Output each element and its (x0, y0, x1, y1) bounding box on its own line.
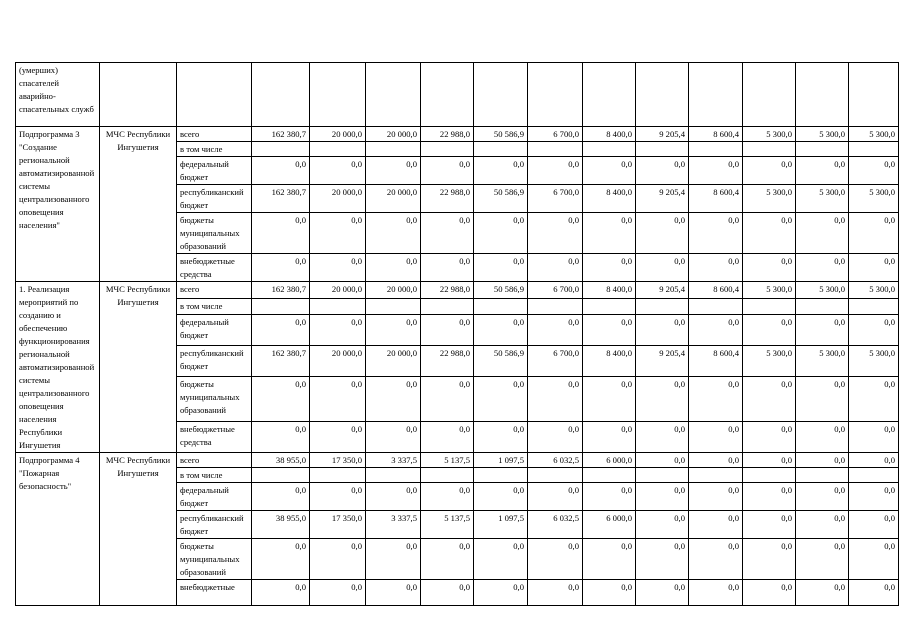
amount-cell: 8 400,0 (583, 345, 636, 376)
amount-cell: 0,0 (849, 315, 899, 346)
amount-cell (421, 142, 474, 157)
amount-cell: 0,0 (474, 315, 528, 346)
amount-cell (252, 468, 310, 483)
amount-cell: 20 000,0 (310, 185, 366, 213)
empty-cell (177, 63, 252, 127)
amount-cell (743, 298, 796, 315)
amount-cell: 20 000,0 (310, 127, 366, 142)
amount-cell: 50 586,9 (474, 127, 528, 142)
amount-cell: 0,0 (796, 539, 849, 580)
amount-cell: 0,0 (849, 483, 899, 511)
amount-cell: 3 337,5 (366, 453, 421, 468)
amount-cell (636, 298, 689, 315)
amount-cell: 0,0 (421, 315, 474, 346)
amount-cell (310, 298, 366, 315)
amount-cell: 0,0 (796, 376, 849, 421)
amount-cell: 50 586,9 (474, 185, 528, 213)
funding-source-cell: в том числе (177, 468, 252, 483)
amount-cell: 0,0 (796, 213, 849, 254)
amount-cell: 0,0 (689, 539, 743, 580)
amount-cell: 0,0 (743, 376, 796, 421)
executor-cell: МЧС Республики Ингушетия (100, 453, 177, 606)
amount-cell: 0,0 (636, 254, 689, 282)
amount-cell: 162 380,7 (252, 127, 310, 142)
amount-cell: 0,0 (252, 254, 310, 282)
amount-cell (743, 468, 796, 483)
amount-cell: 0,0 (310, 213, 366, 254)
amount-cell: 0,0 (366, 483, 421, 511)
amount-cell: 5 300,0 (796, 185, 849, 213)
funding-source-cell: всего (177, 282, 252, 299)
amount-cell: 0,0 (636, 315, 689, 346)
funding-source-cell: всего (177, 127, 252, 142)
amount-cell: 0,0 (689, 580, 743, 606)
amount-cell (796, 468, 849, 483)
funding-source-cell: всего (177, 453, 252, 468)
amount-cell (689, 468, 743, 483)
amount-cell: 22 988,0 (421, 282, 474, 299)
amount-cell: 6 700,0 (528, 185, 583, 213)
amount-cell (474, 468, 528, 483)
amount-cell: 0,0 (252, 376, 310, 421)
amount-cell: 0,0 (421, 483, 474, 511)
amount-cell: 0,0 (583, 422, 636, 453)
empty-cell (100, 63, 177, 127)
continued-name-cell: (умерших) спасателей аварийно-спасательных служб (16, 63, 100, 127)
amount-cell: 0,0 (310, 315, 366, 346)
funding-source-cell: республиканский бюджет (177, 185, 252, 213)
amount-cell: 20 000,0 (366, 345, 421, 376)
amount-cell: 0,0 (743, 539, 796, 580)
amount-cell: 22 988,0 (421, 345, 474, 376)
amount-cell (636, 142, 689, 157)
amount-cell (583, 298, 636, 315)
amount-cell: 162 380,7 (252, 345, 310, 376)
amount-cell: 0,0 (252, 539, 310, 580)
amount-cell: 0,0 (528, 376, 583, 421)
amount-cell (689, 142, 743, 157)
amount-cell: 0,0 (528, 157, 583, 185)
amount-cell: 0,0 (421, 157, 474, 185)
amount-cell: 0,0 (528, 254, 583, 282)
amount-cell: 20 000,0 (310, 282, 366, 299)
amount-cell: 17 350,0 (310, 511, 366, 539)
amount-cell: 0,0 (310, 254, 366, 282)
amount-cell: 9 205,4 (636, 345, 689, 376)
funding-source-cell: федеральный бюджет (177, 483, 252, 511)
amount-cell (849, 468, 899, 483)
amount-cell: 0,0 (474, 422, 528, 453)
amount-cell: 0,0 (743, 157, 796, 185)
amount-cell: 0,0 (689, 213, 743, 254)
table-row (16, 127, 899, 142)
empty-cell (366, 63, 421, 127)
program-name-cell: 1. Реализация мероприятий по созданию и обеспечению функционирования региональной автоматизированной системы централизованного оповещения населения Республики Ингушетия (16, 282, 100, 453)
amount-cell: 5 300,0 (743, 127, 796, 142)
amount-cell: 0,0 (796, 254, 849, 282)
empty-cell (474, 63, 528, 127)
amount-cell: 0,0 (849, 422, 899, 453)
amount-cell: 0,0 (474, 483, 528, 511)
amount-cell: 0,0 (421, 376, 474, 421)
amount-cell: 0,0 (689, 157, 743, 185)
amount-cell: 5 300,0 (849, 282, 899, 299)
funding-source-cell: в том числе (177, 298, 252, 315)
amount-cell: 17 350,0 (310, 453, 366, 468)
funding-source-cell: республиканский бюджет (177, 345, 252, 376)
amount-cell (849, 298, 899, 315)
amount-cell: 0,0 (366, 157, 421, 185)
empty-cell (636, 63, 689, 127)
amount-cell: 0,0 (528, 580, 583, 606)
amount-cell: 6 032,5 (528, 453, 583, 468)
amount-cell: 20 000,0 (366, 282, 421, 299)
amount-cell: 9 205,4 (636, 282, 689, 299)
amount-cell: 0,0 (310, 580, 366, 606)
amount-cell: 0,0 (421, 539, 474, 580)
funding-source-cell: республиканский бюджет (177, 511, 252, 539)
amount-cell: 0,0 (796, 580, 849, 606)
amount-cell (583, 142, 636, 157)
amount-cell (252, 298, 310, 315)
amount-cell: 0,0 (528, 315, 583, 346)
amount-cell: 0,0 (252, 580, 310, 606)
amount-cell: 5 137,5 (421, 511, 474, 539)
amount-cell: 0,0 (366, 254, 421, 282)
amount-cell: 20 000,0 (310, 345, 366, 376)
program-name-cell: Подпрограмма 4 "Пожарная безопасность" (16, 453, 100, 606)
amount-cell: 0,0 (583, 213, 636, 254)
amount-cell (310, 142, 366, 157)
amount-cell: 0,0 (310, 539, 366, 580)
amount-cell: 0,0 (310, 483, 366, 511)
amount-cell: 9 205,4 (636, 185, 689, 213)
amount-cell: 0,0 (252, 422, 310, 453)
amount-cell: 38 955,0 (252, 453, 310, 468)
amount-cell: 0,0 (849, 539, 899, 580)
amount-cell: 5 300,0 (743, 282, 796, 299)
amount-cell: 162 380,7 (252, 282, 310, 299)
empty-cell (310, 63, 366, 127)
amount-cell: 5 300,0 (849, 345, 899, 376)
amount-cell (421, 298, 474, 315)
empty-cell (689, 63, 743, 127)
amount-cell: 0,0 (636, 453, 689, 468)
amount-cell: 1 097,5 (474, 511, 528, 539)
amount-cell: 0,0 (849, 453, 899, 468)
amount-cell: 5 300,0 (849, 127, 899, 142)
amount-cell: 6 700,0 (528, 127, 583, 142)
amount-cell: 0,0 (583, 315, 636, 346)
amount-cell (366, 142, 421, 157)
empty-cell (528, 63, 583, 127)
empty-cell (849, 63, 899, 127)
amount-cell (636, 468, 689, 483)
amount-cell: 0,0 (636, 376, 689, 421)
amount-cell (528, 468, 583, 483)
amount-cell: 6 700,0 (528, 282, 583, 299)
funding-source-cell: бюджеты муниципальных образований (177, 213, 252, 254)
amount-cell: 0,0 (583, 539, 636, 580)
amount-cell: 0,0 (310, 422, 366, 453)
empty-cell (421, 63, 474, 127)
amount-cell: 0,0 (636, 580, 689, 606)
amount-cell: 0,0 (849, 157, 899, 185)
amount-cell: 5 300,0 (743, 345, 796, 376)
amount-cell: 0,0 (528, 483, 583, 511)
amount-cell: 8 600,4 (689, 127, 743, 142)
amount-cell: 0,0 (796, 453, 849, 468)
amount-cell: 0,0 (743, 422, 796, 453)
table-row (16, 63, 899, 127)
amount-cell (689, 298, 743, 315)
funding-source-cell: внебюджетные средства (177, 254, 252, 282)
amount-cell: 0,0 (689, 453, 743, 468)
amount-cell: 0,0 (252, 157, 310, 185)
amount-cell: 0,0 (796, 422, 849, 453)
amount-cell: 20 000,0 (366, 127, 421, 142)
amount-cell: 5 300,0 (796, 282, 849, 299)
amount-cell: 0,0 (743, 483, 796, 511)
amount-cell: 0,0 (528, 213, 583, 254)
amount-cell (252, 142, 310, 157)
amount-cell: 0,0 (366, 213, 421, 254)
amount-cell: 0,0 (474, 376, 528, 421)
amount-cell: 0,0 (366, 315, 421, 346)
amount-cell: 0,0 (474, 254, 528, 282)
amount-cell: 0,0 (689, 254, 743, 282)
amount-cell (796, 298, 849, 315)
amount-cell: 0,0 (474, 580, 528, 606)
empty-cell (252, 63, 310, 127)
amount-cell: 0,0 (636, 539, 689, 580)
amount-cell: 38 955,0 (252, 511, 310, 539)
amount-cell: 0,0 (583, 483, 636, 511)
amount-cell (849, 142, 899, 157)
amount-cell: 0,0 (366, 580, 421, 606)
table-row (16, 453, 899, 468)
amount-cell: 0,0 (636, 483, 689, 511)
amount-cell: 8 600,4 (689, 185, 743, 213)
amount-cell: 0,0 (743, 213, 796, 254)
amount-cell: 0,0 (743, 511, 796, 539)
funding-source-cell: внебюджетные средства (177, 422, 252, 453)
amount-cell: 50 586,9 (474, 345, 528, 376)
amount-cell: 0,0 (583, 580, 636, 606)
amount-cell: 0,0 (366, 376, 421, 421)
amount-cell: 0,0 (366, 422, 421, 453)
amount-cell: 0,0 (528, 422, 583, 453)
funding-source-cell: федеральный бюджет (177, 157, 252, 185)
amount-cell: 0,0 (849, 254, 899, 282)
amount-cell (366, 468, 421, 483)
amount-cell: 0,0 (636, 511, 689, 539)
amount-cell: 0,0 (310, 157, 366, 185)
amount-cell: 0,0 (743, 315, 796, 346)
amount-cell: 50 586,9 (474, 282, 528, 299)
amount-cell: 0,0 (849, 511, 899, 539)
amount-cell: 0,0 (252, 213, 310, 254)
amount-cell: 0,0 (583, 157, 636, 185)
amount-cell: 0,0 (310, 376, 366, 421)
amount-cell: 22 988,0 (421, 127, 474, 142)
amount-cell (528, 298, 583, 315)
amount-cell: 5 300,0 (796, 345, 849, 376)
amount-cell: 0,0 (421, 422, 474, 453)
amount-cell: 0,0 (636, 213, 689, 254)
amount-cell: 0,0 (743, 453, 796, 468)
program-name-cell: Подпрограмма 3 "Создание региональной автоматизированной системы централизованного оповещения населения" (16, 127, 100, 282)
amount-cell: 5 300,0 (743, 185, 796, 213)
amount-cell: 5 137,5 (421, 453, 474, 468)
amount-cell (421, 468, 474, 483)
amount-cell: 0,0 (849, 580, 899, 606)
funding-source-cell: в том числе (177, 142, 252, 157)
amount-cell: 0,0 (583, 254, 636, 282)
empty-cell (796, 63, 849, 127)
amount-cell: 0,0 (689, 422, 743, 453)
amount-cell: 162 380,7 (252, 185, 310, 213)
amount-cell: 0,0 (474, 539, 528, 580)
amount-cell (796, 142, 849, 157)
amount-cell: 0,0 (252, 315, 310, 346)
amount-cell: 1 097,5 (474, 453, 528, 468)
amount-cell: 0,0 (252, 483, 310, 511)
amount-cell: 0,0 (796, 157, 849, 185)
amount-cell: 0,0 (849, 376, 899, 421)
amount-cell: 0,0 (636, 157, 689, 185)
amount-cell (743, 142, 796, 157)
amount-cell: 0,0 (474, 213, 528, 254)
amount-cell: 0,0 (366, 539, 421, 580)
amount-cell: 8 400,0 (583, 282, 636, 299)
amount-cell: 0,0 (689, 483, 743, 511)
amount-cell: 0,0 (796, 315, 849, 346)
executor-cell: МЧС Республики Ингушетия (100, 282, 177, 453)
amount-cell (474, 142, 528, 157)
empty-cell (743, 63, 796, 127)
amount-cell: 8 600,4 (689, 282, 743, 299)
amount-cell: 6 000,0 (583, 511, 636, 539)
amount-cell (474, 298, 528, 315)
amount-cell: 9 205,4 (636, 127, 689, 142)
amount-cell: 0,0 (743, 580, 796, 606)
amount-cell: 0,0 (528, 539, 583, 580)
funding-source-cell: бюджеты муниципальных образований (177, 539, 252, 580)
amount-cell (528, 142, 583, 157)
amount-cell: 0,0 (743, 254, 796, 282)
amount-cell: 0,0 (796, 511, 849, 539)
amount-cell: 0,0 (689, 376, 743, 421)
amount-cell: 0,0 (689, 511, 743, 539)
amount-cell: 0,0 (421, 254, 474, 282)
funding-source-cell: внебюджетные (177, 580, 252, 606)
amount-cell: 8 400,0 (583, 185, 636, 213)
amount-cell: 6 700,0 (528, 345, 583, 376)
amount-cell (366, 298, 421, 315)
amount-cell: 0,0 (849, 213, 899, 254)
amount-cell: 22 988,0 (421, 185, 474, 213)
executor-cell: МЧС Республики Ингушетия (100, 127, 177, 282)
amount-cell: 0,0 (583, 376, 636, 421)
amount-cell: 5 300,0 (796, 127, 849, 142)
amount-cell: 8 400,0 (583, 127, 636, 142)
amount-cell: 3 337,5 (366, 511, 421, 539)
amount-cell (310, 468, 366, 483)
funding-source-cell: федеральный бюджет (177, 315, 252, 346)
amount-cell: 0,0 (474, 157, 528, 185)
amount-cell: 0,0 (689, 315, 743, 346)
table-row (16, 282, 899, 299)
budget-table (15, 62, 899, 606)
budget-table-body (16, 63, 899, 606)
amount-cell: 0,0 (421, 580, 474, 606)
amount-cell: 6 032,5 (528, 511, 583, 539)
funding-source-cell: бюджеты муниципальных образований (177, 376, 252, 421)
amount-cell: 0,0 (636, 422, 689, 453)
amount-cell (583, 468, 636, 483)
amount-cell: 0,0 (796, 483, 849, 511)
amount-cell: 6 000,0 (583, 453, 636, 468)
amount-cell: 20 000,0 (366, 185, 421, 213)
empty-cell (583, 63, 636, 127)
amount-cell: 8 600,4 (689, 345, 743, 376)
amount-cell: 0,0 (421, 213, 474, 254)
amount-cell: 5 300,0 (849, 185, 899, 213)
